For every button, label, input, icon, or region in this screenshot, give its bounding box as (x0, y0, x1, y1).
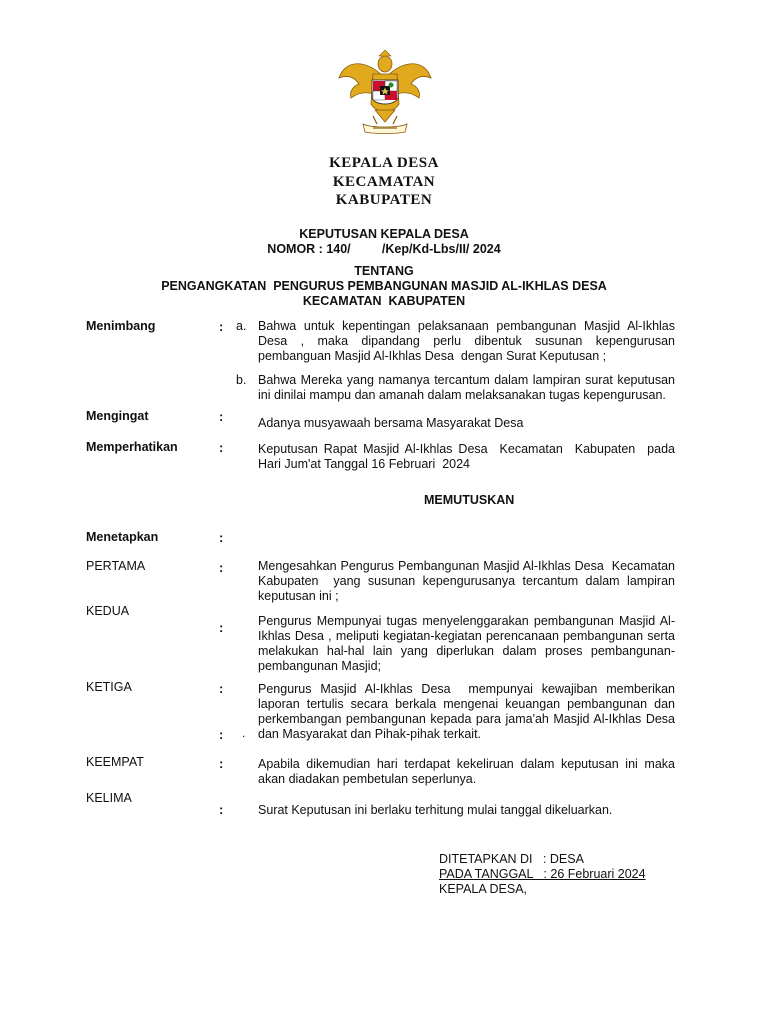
ketiga-colon: : (219, 681, 224, 696)
memperhatikan-label: Memperhatikan (86, 440, 178, 454)
subject-line-2: KECAMATAN KABUPATEN (302, 294, 466, 308)
menetapkan-label: Menetapkan (86, 530, 159, 544)
header-line-3: KABUPATEN (335, 192, 433, 208)
keempat-text: Apabila dikemudian hari terdapat kekeliruan dalam keputusan ini maka akan diadakan pembetulan seperlunya. (258, 757, 675, 786)
mengingat-label: Mengingat (86, 409, 149, 423)
kelima-colon: : (219, 802, 224, 817)
mengingat-colon: : (219, 409, 224, 424)
garuda-emblem-icon (335, 48, 435, 140)
ketiga-text: Pengurus Masjid Al-Ikhlas Desa mempunyai kewajiban memberikan laporan tertulis secara berkala mengenai keuangan pembangunan dan perkembangan pembangunan kepada para jama'ah Masjid Al-Ikhlas Desa dan Masyarakat dan Pihak-pihak terkait. (258, 682, 679, 741)
menimbang-colon: : (219, 319, 224, 334)
pertama-label: PERTAMA (86, 559, 146, 573)
decree-number: NOMOR : 140/ /Kep/Kd-Lbs/II/ 2024 (267, 242, 501, 256)
ketiga-label: KETIGA (86, 680, 132, 694)
mengingat-text: Adanya musyawaah bersama Masyarakat Desa (258, 416, 524, 430)
ketiga-dot: . (242, 726, 246, 740)
header-line-1: KEPALA DESA (329, 155, 439, 171)
menimbang-a-marker: a. (236, 319, 247, 333)
memutuskan-heading: MEMUTUSKAN (424, 493, 515, 507)
memperhatikan-colon: : (219, 440, 224, 455)
header-line-2: KECAMATAN (332, 174, 436, 190)
signature-date: PADA TANGGAL : 26 Februari 2024 (439, 867, 646, 881)
pertama-text: Mengesahkan Pengurus Pembangunan Masjid Al-Ikhlas Desa Kecamatan Kabupaten yang susunan kepengurusanya tercantum dalam lampiran keputusan ini ; (258, 559, 679, 603)
signature-place: DITETAPKAN DI : DESA (439, 852, 584, 866)
keempat-label: KEEMPAT (86, 755, 144, 769)
kedua-text: Pengurus Mempunyai tugas menyelenggarakan pembangunan Masjid Al-Ikhlas Desa , meliputi kegiatan-kegiatan perencanaan pembangunan serta melakukan hal-hal lain yang diperlukan dalam proses pembangunan-pembangunan Masjid; (258, 614, 675, 673)
menimbang-b-text: Bahwa Mereka yang namanya tercantum dalam lampiran surat keputusan ini dinilai mampu dan amanah dalam melaksanakan tugas kepengurusan. (258, 373, 675, 402)
menimbang-label: Menimbang (86, 319, 156, 333)
keempat-colon: : (219, 756, 224, 771)
menimbang-b-marker: b. (236, 373, 247, 387)
menimbang-a-text: Bahwa untuk kepentingan pelaksanaan pembangunan Masjid Al-Ikhlas Desa , maka dipandang perlu dibentuk susunan kepengurusan pembanguan Masjid Al-Ikhlas Desa dengan Surat Keputusan ; (258, 319, 679, 363)
memperhatikan-text: Keputusan Rapat Masjid Al-Ikhlas Desa Kecamatan Kabupaten pada Hari Jum'at Tanggal 16 Februari 2024 (258, 442, 679, 471)
kelima-text: Surat Keputusan ini berlaku terhitung mulai tanggal dikeluarkan. (258, 803, 613, 817)
pertama-colon: : (219, 560, 224, 575)
subject-line-1: PENGANGKATAN PENGURUS PEMBANGUNAN MASJID AL-IKHLAS DESA (161, 279, 607, 293)
tentang-heading: TENTANG (354, 264, 414, 278)
menetapkan-colon: : (219, 530, 224, 545)
signature-role: KEPALA DESA, (439, 882, 528, 896)
decree-title: KEPUTUSAN KEPALA DESA (299, 227, 469, 241)
kelima-label: KELIMA (86, 791, 132, 805)
kedua-label: KEDUA (86, 604, 130, 618)
ketiga-colon-2: : (219, 727, 224, 742)
kedua-colon: : (219, 620, 224, 635)
